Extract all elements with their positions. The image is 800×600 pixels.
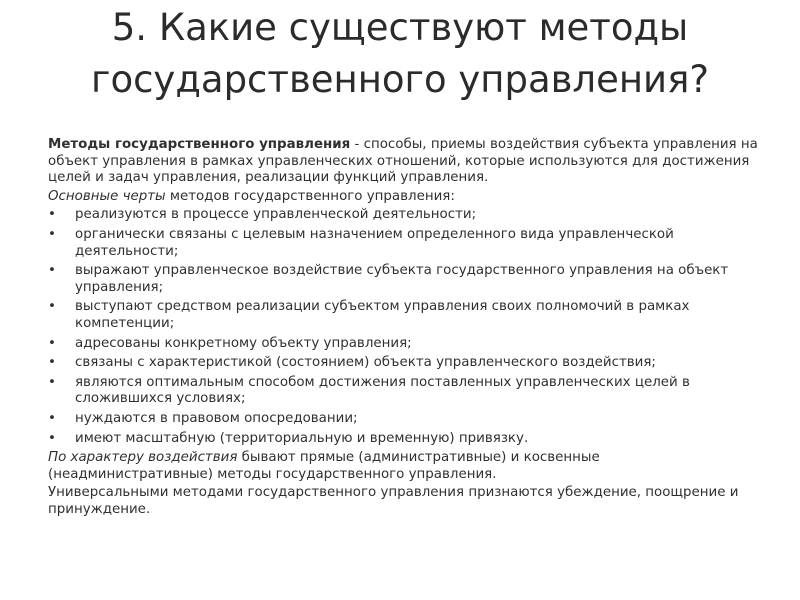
list-item (48, 299, 760, 332)
features-lead-rest: методов государственного управления: (165, 188, 455, 204)
list-item-text: выступают средством реализации субъектом управления своих полномочий в рамках компетенции; (75, 299, 690, 331)
features-list (48, 207, 760, 447)
list-item (48, 375, 760, 408)
list-item-text: адресованы конкретному объекту управления; (75, 335, 412, 351)
bullet-icon: • (48, 335, 56, 351)
features-lead (48, 189, 760, 206)
definition-text: - способы, приемы воздействия субъекта управления на объект управления в рамках управленческих отношений, которые используются для достижения целей и задач управления, реализации функций управления. (48, 137, 758, 186)
bullet-icon: • (48, 410, 56, 426)
list-item-text: реализуются в процессе управленческой деятельности; (75, 207, 477, 223)
list-item (48, 263, 760, 296)
bullet-icon: • (48, 207, 56, 223)
bullet-icon: • (48, 299, 56, 315)
slide-title-line1: 5. Какие существуют методы (111, 6, 689, 49)
list-item-text: выражают управленческое воздействие субъекта государственного управления на объект управления; (75, 263, 729, 295)
bullet-icon: • (48, 226, 56, 242)
bullet-icon: • (48, 374, 56, 390)
bullet-icon: • (48, 263, 56, 279)
character-paragraph (48, 450, 760, 483)
list-item (48, 336, 760, 353)
list-item (48, 355, 760, 372)
bullet-icon: • (48, 355, 56, 371)
list-item-text: имеют масштабную (территориальную и временную) привязку. (75, 430, 529, 446)
list-item (48, 207, 760, 224)
universal-paragraph: Универсальными методами государственного управления признаются убеждение, поощрение и принуждение. (48, 485, 739, 517)
list-item (48, 431, 760, 448)
slide-title (0, 2, 800, 106)
list-item-text: органически связаны с целевым назначением определенного вида управленческой деятельности; (75, 226, 674, 259)
character-text: бывают прямые (административные) и косвенные (неадминистративные) методы государственного управления. (48, 450, 600, 482)
list-item-text: связаны с характеристикой (состоянием) объекта управленческого воздействия; (75, 355, 656, 371)
definition-term: Методы государственного управления (48, 137, 351, 152)
features-lead-italic: Основные черты (48, 188, 166, 204)
list-item (48, 227, 760, 260)
list-item (48, 411, 760, 428)
slide-title-line2: государственного управления? (91, 58, 709, 101)
list-item-text: являются оптимальным способом достижения поставленных управленческих целей в сложившихся условиях; (75, 374, 690, 407)
character-lead-italic: По характеру воздействия (48, 450, 238, 466)
list-item-text: нуждаются в правовом опосредовании; (75, 410, 358, 426)
slide-body (48, 137, 760, 520)
definition-paragraph (48, 137, 760, 187)
bullet-icon: • (48, 430, 56, 446)
